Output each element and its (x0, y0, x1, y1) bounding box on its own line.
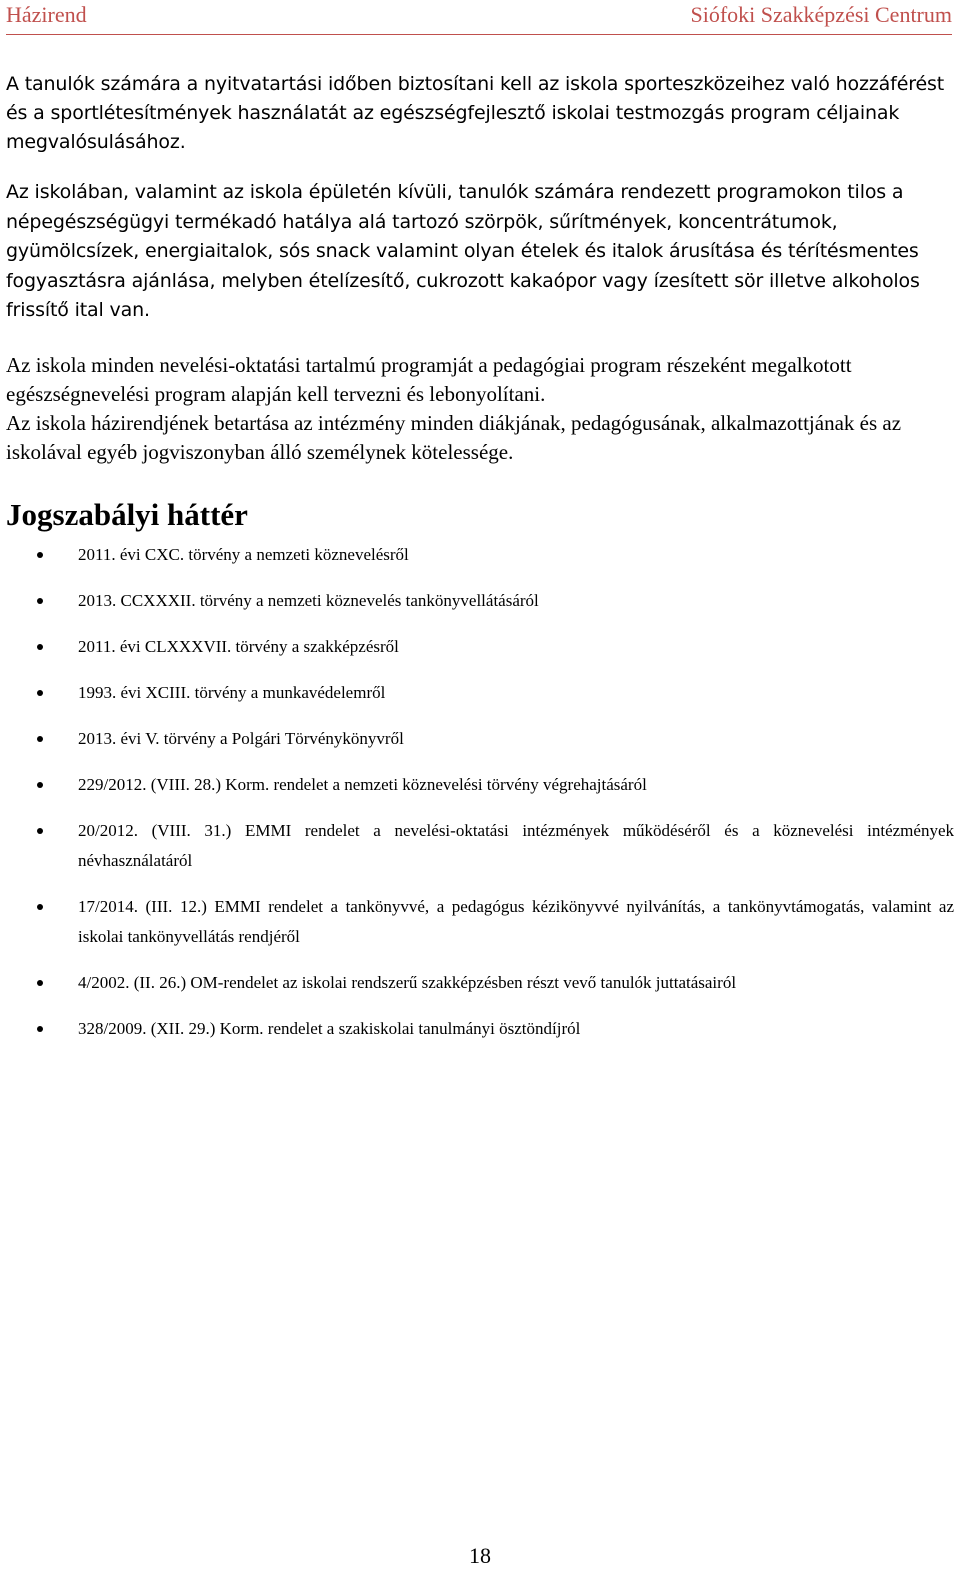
list-item (0, 1014, 954, 1044)
bullet-icon (37, 828, 43, 834)
header-institution-name: Siófoki Szakképzési Centrum (690, 2, 952, 27)
page-number: 18 (469, 1543, 491, 1568)
list-item-text: 1993. évi XCIII. törvény a munkavédelemről (78, 683, 386, 702)
list-item-text: 20/2012. (VIII. 31.) EMMI rendelet a nevelési-oktatási intézmények működéséről és a köznevelési intézmények névhasználatáról (78, 821, 954, 870)
list-item (0, 770, 954, 800)
list-item (0, 586, 954, 616)
paragraph-house-rules-obligation: Az iskola házirendjének betartása az intézmény minden diákjának, pedagógusának, alkalmazottjának és az iskolával egyéb jogviszonyban álló személynek kötelessége. (6, 411, 902, 464)
header-document-title: Házirend (6, 2, 87, 27)
list-item (0, 968, 954, 998)
paragraph-food-restrictions: Az iskolában, valamint az iskola épületén kívüli, tanulók számára rendezett programokon tilos a népegészségügyi termékadó hatálya alá tartozó szörpök, sűrítmények, koncentrátumok, gyümölcsízek, energiaitalok, sós snack valamint olyan ételek és italok árusítása és térítésmentes fogyasztásra ajánlása, melyben ételízesítő, cukrozott kakaópor vagy ízesített sör illetve alkoholos frissítő ital van. (6, 181, 920, 321)
list-item-text: 2011. évi CLXXXVII. törvény a szakképzésről (78, 637, 399, 656)
bullet-icon (37, 552, 43, 558)
list-item-text: 17/2014. (III. 12.) EMMI rendelet a tankönyvvé, a pedagógus kézikönyvvé nyilvánítás, a tankönyvtámogatás, valamint az iskolai tankönyvellátás rendjéről (78, 897, 954, 946)
bullet-icon (37, 980, 43, 986)
list-item (0, 724, 954, 754)
bullet-icon (37, 644, 43, 650)
bullet-icon (37, 736, 43, 742)
paragraph-health-program: Az iskola minden nevelési-oktatási tartalmú programját a pedagógiai program részeként megalkotott egészségnevelési program alapján kell tervezni és lebonyolítani. (6, 353, 852, 406)
bullet-icon (37, 598, 43, 604)
list-item-text: 2011. évi CXC. törvény a nemzeti köznevelésről (78, 545, 409, 564)
list-item-text: 2013. CCXXXII. törvény a nemzeti köznevelés tankönyvellátásáról (78, 591, 539, 610)
bullet-icon (37, 904, 43, 910)
list-item-text: 2013. évi V. törvény a Polgári Törvénykönyvről (78, 729, 404, 748)
list-item (0, 678, 954, 708)
header-divider (6, 34, 952, 35)
list-item (0, 892, 954, 952)
list-item-text: 229/2012. (VIII. 28.) Korm. rendelet a nemzeti köznevelési törvény végrehajtásáról (78, 775, 647, 794)
list-item (0, 632, 954, 662)
bullet-icon (37, 1026, 43, 1032)
list-item (0, 540, 954, 570)
section-title-legal-background: Jogszabályi háttér (6, 497, 248, 532)
list-item (0, 816, 954, 876)
legal-references-list (0, 540, 954, 1060)
bullet-icon (37, 782, 43, 788)
paragraph-sports-access: A tanulók számára a nyitvatartási időben biztosítani kell az iskola sporteszközeihez való hozzáférést és a sportlétesítmények használatát az egészségfejlesztő iskolai testmozgás program céljainak megvalósulásához. (6, 73, 945, 153)
list-item-text: 4/2002. (II. 26.) OM-rendelet az iskolai rendszerű szakképzésben részt vevő tanulók juttatásairól (78, 973, 737, 992)
list-item-text: 328/2009. (XII. 29.) Korm. rendelet a szakiskolai tanulmányi ösztöndíjról (78, 1019, 581, 1038)
bullet-icon (37, 690, 43, 696)
